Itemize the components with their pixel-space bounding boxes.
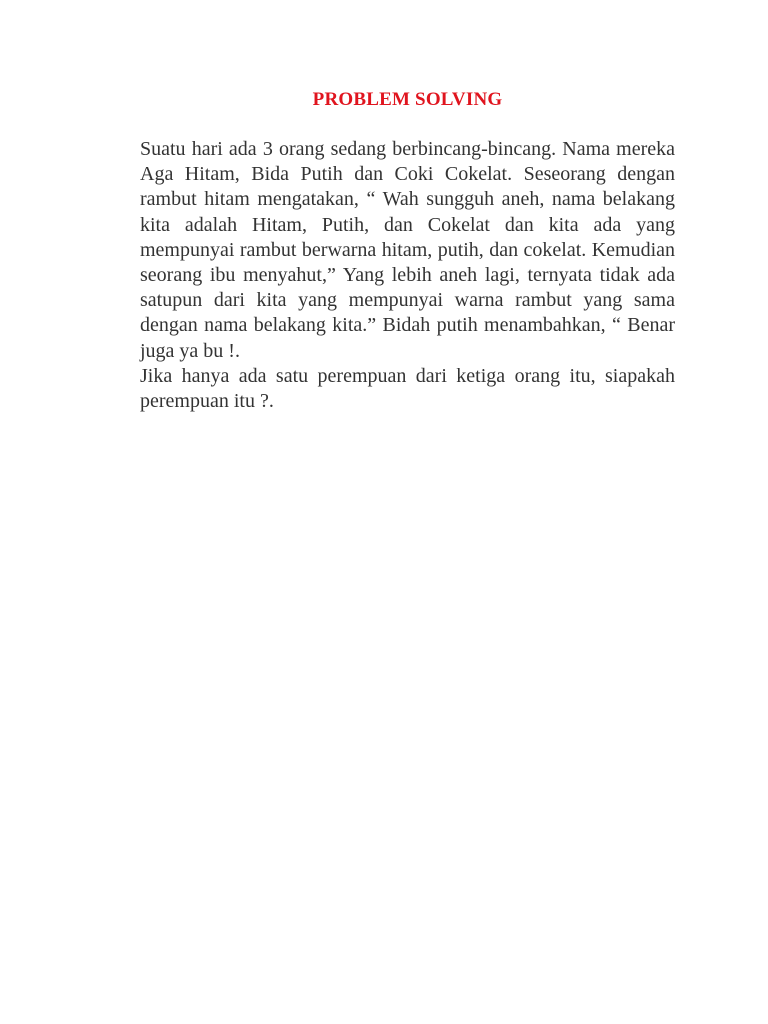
question-paragraph: Jika hanya ada satu perempuan dari ketiga orang itu, siapakah perempuan itu ?.: [140, 364, 675, 413]
document-body: [140, 137, 675, 414]
document-title: PROBLEM SOLVING: [312, 89, 503, 110]
story-paragraph: Suatu hari ada 3 orang sedang berbincang-bincang. Nama mereka Aga Hitam, Bida Putih dan Coki Cokelat. Seseorang dengan rambut hitam mengatakan, “ Wah sungguh aneh, nama belakang kita adalah Hitam, Putih, dan Cokelat dan kita ada yang mempunyai rambut berwarna hitam, putih, dan cokelat. Kemudian seorang ibu menyahut,” Yang lebih aneh lagi, ternyata tidak ada satupun dari kita yang mempunyai warna rambut yang sama dengan nama belakang kita.” Bidah putih menambahkan, “ Benar juga ya bu !.: [140, 138, 675, 362]
